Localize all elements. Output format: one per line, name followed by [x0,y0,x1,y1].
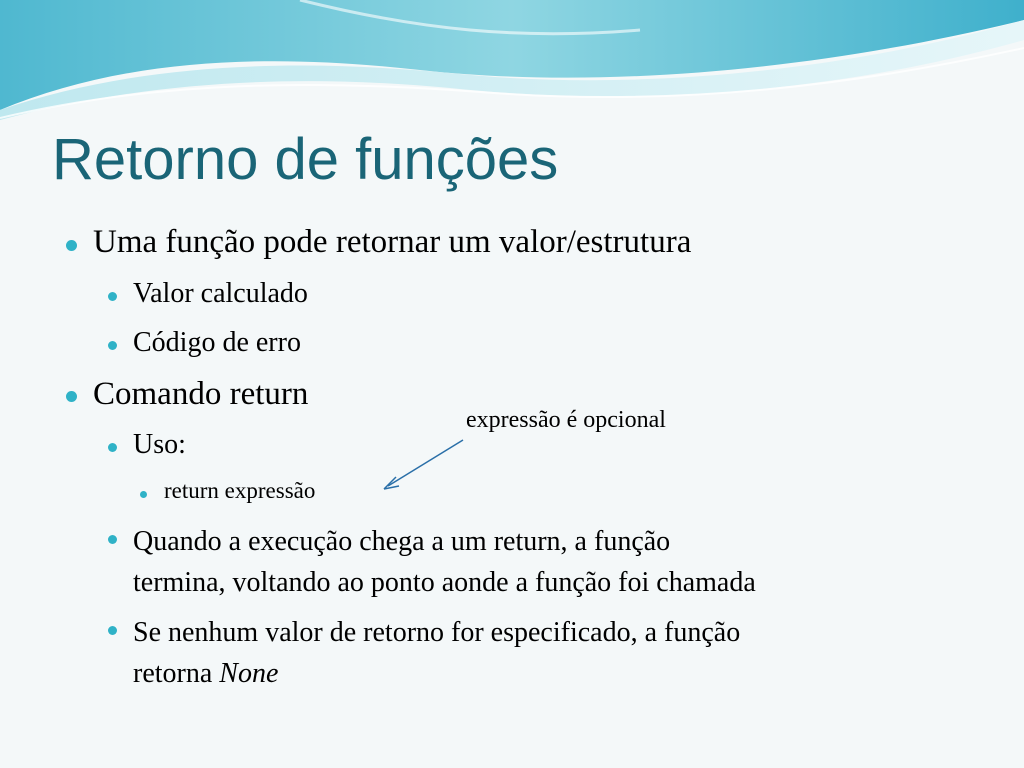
bullet-usage: Uso: [133,429,186,460]
bullet-dot [108,626,117,635]
bullet-execution-ends [133,521,756,603]
bullet-execution-ends-line1: Quando a execução chega a um return, a função [133,526,671,557]
bullet-dot [108,535,117,544]
bullet-returns-none [133,612,740,694]
bullet-execution-ends-line2: termina, voltando ao ponto aonde a função foi chamada [133,567,756,598]
none-keyword: None [219,658,279,689]
returns-prefix: retorna [133,658,220,689]
bullet-dot [108,292,117,301]
bullet-error-code: Código de erro [133,327,301,358]
bullet-returns-none-line1: Se nenhum valor de retorno for especificado, a função [133,617,741,648]
bullet-dot [108,443,117,452]
bullet-dot [108,341,117,350]
bullet-calculated-value: Valor calculado [133,278,308,309]
bullet-dot [66,391,77,402]
optional-expression-callout: expressão é opcional [466,407,666,433]
bullet-dot [140,491,147,498]
bullet-return-command: Comando return [93,376,309,412]
bullet-returns-none-line2 [133,653,740,694]
bullet-dot [66,240,77,251]
bullet-return-value: Uma função pode retornar um valor/estrutura [93,224,692,260]
slide-title: Retorno de funções [52,127,559,192]
bullet-return-syntax: return expressão [164,478,316,503]
